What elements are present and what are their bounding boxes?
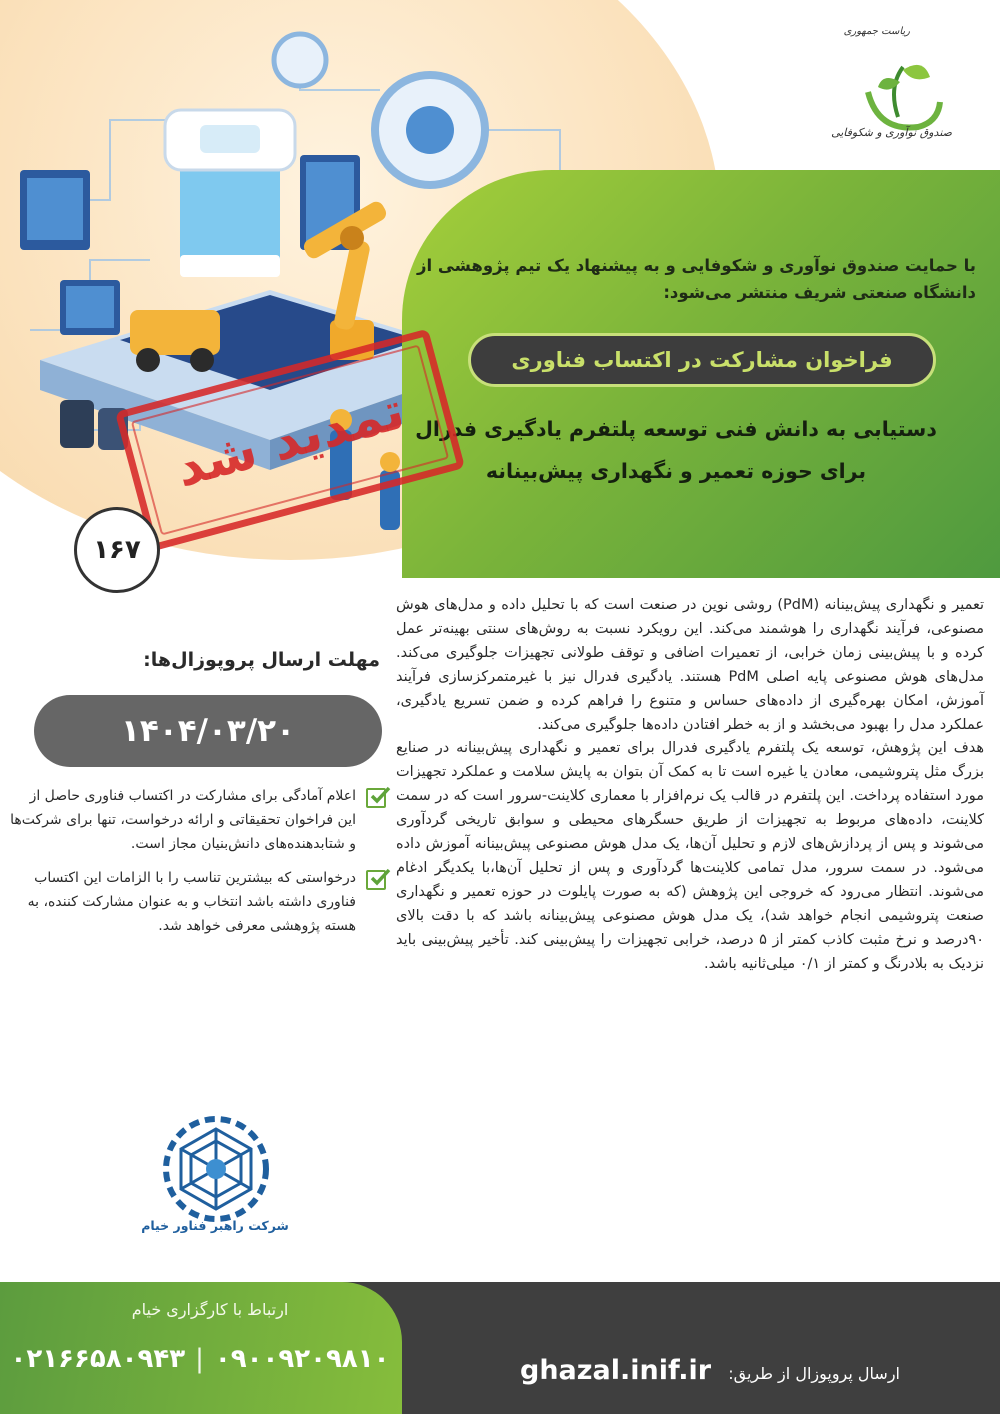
conditions-list <box>10 784 386 948</box>
phone-number[interactable]: ۰۲۱۶۶۵۸۰۹۴۳ <box>10 1344 186 1374</box>
contact-title: ارتباط با کارگزاری خیام <box>131 1300 289 1319</box>
call-number-badge <box>74 507 160 593</box>
body-paragraph: تعمیر و نگهداری پیش‌بینانه (PdM) روشی نوین در صنعت است که با تحلیل داده و مدل‌های هوش مصنوعی، فرآیند نگهداری را هوشمند می‌کند. این رویکرد نسبت به روش‌های سنتی بهینه‌تر عمل کرده و با پیش‌بینی زمان خرابی، از تعمیرات اضافی و توقف طولانی تجهیزات جلوگیری می‌کند. مدل‌های هوش مصنوعی پایه اصلی PdM هستند. یادگیری فدرال نیز با غیرمتمرکزسازی فرآیند آموزش، امکان بهره‌گیری از داده‌های حساس و متنوع را فراهم کرده و ضمن تسریع یادگیری، عملکرد مدل را بهبود می‌بخشد و از به خطر افتادن داده‌ها جلوگیری می‌کند. <box>396 597 985 733</box>
call-title: فراخوان مشارکت در اکتساب فناوری <box>511 348 893 372</box>
list-item-text: اعلام آمادگی برای مشارکت در اکتساب فناوری حاصل از این فراخوان تحقیقاتی و ارائه درخواست، تنها برای شرکت‌ها و شتابدهنده‌های دانش‌بنیان مجاز است. <box>10 788 356 852</box>
fund-bottom-label: صندوق نوآوری و شکوفایی <box>831 126 952 139</box>
checkbox-icon <box>366 788 386 808</box>
fund-top-label: ریاست جمهوری <box>843 26 910 37</box>
phone-numbers <box>4 1344 396 1374</box>
list-item <box>10 866 386 938</box>
intro-text: با حمایت صندوق نوآوری و شکوفایی و به پیشنهاد یک تیم پژوهشی از دانشگاه صنعتی شریف منتشر می‌شود: <box>417 256 976 302</box>
call-title-pill <box>468 333 936 387</box>
submit-label: ارسال پروپوزال از طریق: <box>728 1364 900 1383</box>
company-name: شرکت راهبر فناور خیام <box>141 1218 289 1233</box>
forklift-icon <box>130 310 220 355</box>
list-item-text: درخواستی که بیشترین تناسب را با الزامات این اکتساب فناوری داشته باشد انتخاب و به عنوان مشارکت کننده، به هسته پژوهشی معرفی خواهد شد. <box>27 870 356 934</box>
call-number: ۱۶۷ <box>93 535 141 565</box>
phone-separator: | <box>195 1344 205 1374</box>
server-icon <box>180 160 280 270</box>
company-logo-icon <box>156 1113 276 1233</box>
description-body <box>396 594 984 977</box>
main-title-line-2: برای حوزه تعمیر و نگهداری پیش‌بینانه <box>485 459 867 483</box>
main-title <box>396 408 956 492</box>
deadline-pill <box>34 695 382 767</box>
deadline-date: ۱۴۰۴/۰۳/۲۰ <box>120 713 295 749</box>
barrel-icon <box>60 400 94 448</box>
website-link[interactable]: ghazal.inif.ir <box>520 1355 712 1386</box>
deadline-label: مهلت ارسال پروپوزال‌ها: <box>143 649 380 671</box>
body-paragraph: هدف این پژوهش، توسعه یک پلتفرم یادگیری فدرال برای تعمیر و نگهداری پیش‌بینانه در صنایع بزرگ مثل پتروشیمی، معادن یا غیره است تا به کمک آن بتوان به پایش سلامت و عملکرد تجهیزات مورد استفاده پرداخت. این پلتفرم در قالب یک نرم‌افزار با معماری کلاینت-سرور است که در سمت کلاینت، داده‌های مربوط به تجهیزات از طریق حسگرهای محیطی و سوابق تاریخی گردآوری می‌شوند و پس از پردازش‌های لازم و تحلیل آن‌ها، یک مدل هوش مصنوعی پیش‌بینانه آموزش داده می‌شود. در سمت سرور، مدل تمامی کلاینت‌ها گردآوری و پس از تحلیل آن‌ها،با یکدیگر ادغام می‌شوند. انتظار می‌رود که خروجی این پژوهش (که به صورت پایلوت در حوزه تعمیر و نگهداری صنعت پتروشیمی انجام خواهد شد)، یک مدل هوش مصنوعی پیش‌بینانه باشد که با دقت بالای ۹۰درصد و نرخ مثبت کاذب کمتر از ۵ درصد، خرابی تجهیزات را پیش‌بینی کند. تأخیر پیش‌بینی باید نزدیک به بلادرنگ و کمتر از ۰/۱ میلی‌ثانیه باشد. <box>396 740 985 972</box>
stamp-text: تمدید شد <box>169 380 411 500</box>
list-item <box>10 784 386 856</box>
checkbox-icon <box>366 870 386 890</box>
phone-number[interactable]: ۰۹۰۰۹۲۰۹۸۱۰ <box>214 1344 390 1374</box>
main-title-line-1: دستیابی به دانش فنی توسعه پلتفرم یادگیری فدرال <box>415 417 937 441</box>
